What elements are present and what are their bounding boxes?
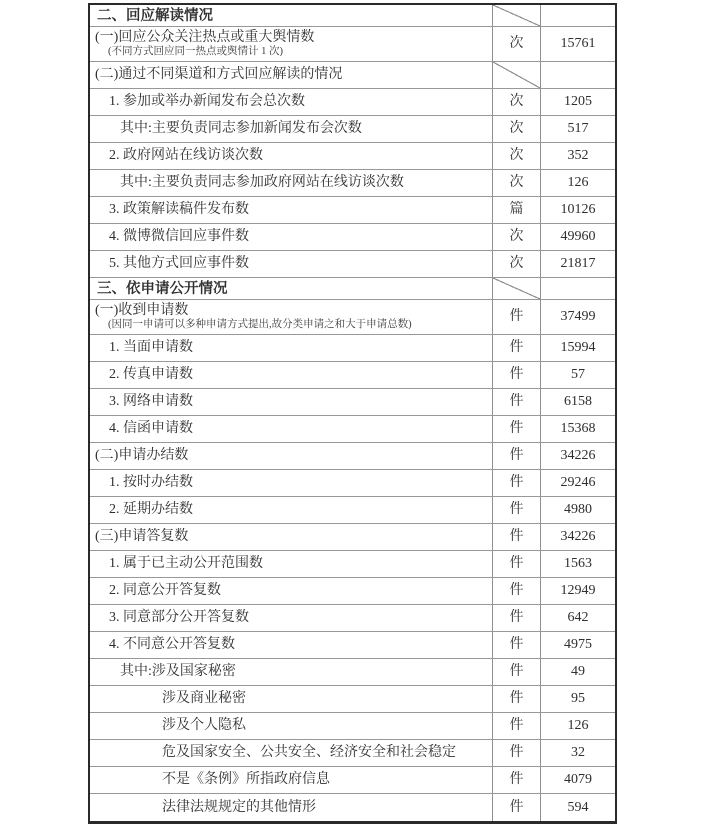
row-label: 4. 信函申请数 [109, 421, 193, 436]
row-label: (三)申请答复数 [95, 529, 189, 544]
row-unit: 次 [509, 94, 524, 109]
value-cell [540, 143, 615, 169]
table-row [90, 362, 615, 389]
row-label-cell [90, 62, 492, 88]
unit-cell-diagonal-slash [492, 62, 540, 88]
table-row [90, 605, 615, 632]
unit-cell [492, 335, 540, 361]
row-value: 6158 [564, 394, 592, 409]
row-unit: 件 [509, 664, 524, 679]
unit-cell [492, 389, 540, 415]
row-unit: 件 [509, 799, 524, 815]
row-label: 2. 延期办结数 [109, 502, 193, 517]
row-value: 57 [571, 367, 585, 382]
row-unit: 件 [509, 448, 524, 463]
value-cell [540, 470, 615, 496]
row-label: 1. 按时办结数 [109, 475, 193, 490]
row-label: 不是《条例》所指政府信息 [162, 772, 330, 787]
row-value: 517 [567, 121, 589, 136]
row-value: 32 [571, 745, 585, 760]
row-value: 34226 [560, 448, 596, 463]
row-label: (一)收到申请数 [95, 303, 189, 318]
row-label-cell [90, 143, 492, 169]
unit-cell [492, 143, 540, 169]
value-cell [540, 524, 615, 550]
row-note: (因同一申请可以多种申请方式提出,故分类申请之和大于申请总数) [108, 319, 412, 330]
row-unit: 次 [509, 121, 524, 136]
unit-cell-diagonal-slash [492, 278, 540, 299]
row-unit: 件 [509, 610, 524, 625]
row-label: 3. 政策解读稿件发布数 [109, 202, 249, 217]
table-row [90, 89, 615, 116]
unit-cell [492, 443, 540, 469]
unit-cell [492, 578, 540, 604]
value-cell [540, 578, 615, 604]
table-row [90, 470, 615, 497]
value-cell [540, 659, 615, 685]
row-label: 三、依申请公开情况 [97, 280, 228, 297]
row-label-cell [90, 389, 492, 415]
value-cell [540, 497, 615, 523]
row-label-cell [90, 470, 492, 496]
row-label: 4. 微博微信回应事件数 [109, 229, 249, 244]
row-label-cell [90, 197, 492, 223]
row-label: 4. 不同意公开答复数 [109, 637, 235, 652]
row-note: (不同方式回应同一热点或舆情计 1 次) [108, 46, 283, 57]
table-row [90, 143, 615, 170]
table-row [90, 27, 615, 62]
unit-cell [492, 362, 540, 388]
row-value: 34226 [560, 529, 596, 544]
row-label: 3. 网络申请数 [109, 394, 193, 409]
row-label-cell [90, 713, 492, 739]
unit-cell [492, 659, 540, 685]
row-label-cell [90, 686, 492, 712]
value-cell [540, 686, 615, 712]
row-unit: 次 [509, 256, 524, 271]
row-label-cell [90, 89, 492, 115]
row-value: 352 [567, 148, 589, 163]
row-label: 1. 当面申请数 [109, 340, 193, 355]
row-unit: 件 [509, 637, 524, 652]
value-cell [540, 605, 615, 631]
section-header-row [90, 5, 615, 27]
row-label-cell [90, 224, 492, 250]
row-unit: 件 [509, 421, 524, 436]
row-label: (二)通过不同渠道和方式回应解读的情况 [95, 67, 343, 82]
row-label-cell [90, 443, 492, 469]
row-label-cell [90, 605, 492, 631]
row-label-cell [90, 794, 492, 821]
row-label-cell [90, 116, 492, 142]
row-label-cell [90, 278, 492, 299]
row-unit: 件 [509, 772, 524, 787]
value-cell [540, 416, 615, 442]
row-label-cell [90, 300, 492, 334]
row-unit: 件 [509, 309, 524, 324]
row-value: 4975 [564, 637, 592, 652]
value-cell [540, 27, 615, 61]
row-value: 49960 [560, 229, 596, 244]
row-label-cell [90, 632, 492, 658]
row-unit: 件 [509, 502, 524, 517]
row-label: (二)申请办结数 [95, 448, 189, 463]
table-row [90, 551, 615, 578]
unit-cell [492, 416, 540, 442]
row-value: 49 [571, 664, 585, 679]
row-label: (一)回应公众关注热点或重大舆情数 [95, 30, 315, 45]
unit-cell [492, 89, 540, 115]
row-label: 2. 同意公开答复数 [109, 583, 221, 598]
table-row [90, 416, 615, 443]
unit-cell [492, 686, 540, 712]
value-cell [540, 713, 615, 739]
row-unit: 件 [509, 340, 524, 355]
table-row [90, 251, 615, 278]
row-unit: 件 [509, 367, 524, 382]
row-label: 5. 其他方式回应事件数 [109, 256, 249, 271]
row-value: 12949 [560, 583, 596, 598]
unit-cell [492, 170, 540, 196]
row-label-cell [90, 767, 492, 793]
table-row [90, 170, 615, 197]
row-label: 2. 传真申请数 [109, 367, 193, 382]
value-cell [540, 335, 615, 361]
value-cell [540, 632, 615, 658]
value-cell [540, 116, 615, 142]
unit-cell [492, 605, 540, 631]
table-row [90, 62, 615, 89]
row-unit: 件 [509, 691, 524, 706]
row-label-cell [90, 5, 492, 26]
row-label: 其中:涉及国家秘密 [120, 664, 236, 679]
row-unit: 件 [509, 394, 524, 409]
unit-cell [492, 224, 540, 250]
unit-cell [492, 300, 540, 334]
row-value: 126 [567, 175, 589, 190]
value-cell [540, 443, 615, 469]
table-row [90, 197, 615, 224]
row-value: 15368 [560, 421, 596, 436]
unit-cell [492, 116, 540, 142]
row-value: 642 [567, 610, 589, 625]
table-row [90, 389, 615, 416]
value-cell [540, 224, 615, 250]
row-value: 594 [567, 799, 589, 815]
value-cell [540, 794, 615, 821]
unit-cell [492, 197, 540, 223]
unit-cell [492, 551, 540, 577]
row-unit: 件 [509, 745, 524, 760]
table-row [90, 740, 615, 767]
row-label-cell [90, 578, 492, 604]
row-label-cell [90, 251, 492, 277]
value-cell [540, 170, 615, 196]
row-value: 126 [567, 718, 589, 733]
table-row [90, 767, 615, 794]
row-unit: 次 [509, 175, 524, 190]
row-unit: 件 [509, 556, 524, 571]
row-unit: 件 [509, 529, 524, 544]
row-label: 涉及商业秘密 [162, 691, 246, 706]
row-label: 二、回应解读情况 [97, 7, 213, 24]
value-cell [540, 251, 615, 277]
row-unit: 次 [509, 36, 524, 51]
value-cell [540, 740, 615, 766]
value-cell [540, 300, 615, 334]
unit-cell [492, 251, 540, 277]
row-unit: 件 [509, 718, 524, 733]
unit-cell [492, 632, 540, 658]
unit-cell [492, 794, 540, 821]
row-value: 95 [571, 691, 585, 706]
table-row [90, 578, 615, 605]
value-cell [540, 389, 615, 415]
row-value: 4079 [564, 772, 592, 787]
row-label-cell [90, 362, 492, 388]
row-label: 其中:主要负责同志参加新闻发布会次数 [120, 121, 362, 136]
table-row [90, 443, 615, 470]
unit-cell [492, 767, 540, 793]
row-unit: 次 [509, 229, 524, 244]
row-value: 1563 [564, 556, 592, 571]
row-label: 2. 政府网站在线访谈次数 [109, 148, 263, 163]
row-value: 37499 [560, 309, 596, 324]
row-unit: 次 [509, 148, 524, 163]
row-label: 法律法规规定的其他情形 [162, 799, 316, 815]
value-cell [540, 362, 615, 388]
table-row [90, 686, 615, 713]
table-row [90, 713, 615, 740]
row-value: 10126 [560, 202, 596, 217]
row-label: 涉及个人隐私 [162, 718, 246, 733]
row-label-cell [90, 416, 492, 442]
row-label: 3. 同意部分公开答复数 [109, 610, 249, 625]
table-row [90, 632, 615, 659]
value-cell [540, 197, 615, 223]
row-value: 21817 [560, 256, 596, 271]
row-value: 15761 [560, 36, 596, 51]
row-label-cell [90, 659, 492, 685]
unit-cell [492, 740, 540, 766]
table-row [90, 224, 615, 251]
row-label: 危及国家安全、公共安全、经济安全和社会稳定 [162, 745, 456, 760]
table-row [90, 794, 615, 821]
unit-cell [492, 524, 540, 550]
row-unit: 件 [509, 475, 524, 490]
statistics-table [88, 3, 617, 824]
table-row [90, 497, 615, 524]
unit-cell [492, 470, 540, 496]
unit-cell [492, 27, 540, 61]
row-label-cell [90, 335, 492, 361]
row-label-cell [90, 551, 492, 577]
table-row [90, 116, 615, 143]
row-label-cell [90, 497, 492, 523]
value-cell [540, 62, 615, 88]
row-label-cell [90, 27, 492, 61]
value-cell [540, 278, 615, 299]
row-label-cell [90, 740, 492, 766]
row-value: 15994 [560, 340, 596, 355]
row-label: 1. 参加或举办新闻发布会总次数 [109, 94, 305, 109]
table-row [90, 300, 615, 335]
row-unit: 篇 [509, 202, 524, 217]
row-label-cell [90, 170, 492, 196]
row-unit: 件 [509, 583, 524, 598]
row-label-cell [90, 524, 492, 550]
table-row [90, 659, 615, 686]
row-value: 4980 [564, 502, 592, 517]
section-header-row [90, 278, 615, 300]
value-cell [540, 767, 615, 793]
unit-cell-diagonal-slash [492, 5, 540, 26]
unit-cell [492, 497, 540, 523]
row-label: 其中:主要负责同志参加政府网站在线访谈次数 [120, 175, 404, 190]
table-row [90, 524, 615, 551]
table-row [90, 335, 615, 362]
row-label: 1. 属于已主动公开范围数 [109, 556, 263, 571]
value-cell [540, 5, 615, 26]
row-value: 29246 [560, 475, 596, 490]
value-cell [540, 551, 615, 577]
value-cell [540, 89, 615, 115]
unit-cell [492, 713, 540, 739]
row-value: 1205 [564, 94, 592, 109]
